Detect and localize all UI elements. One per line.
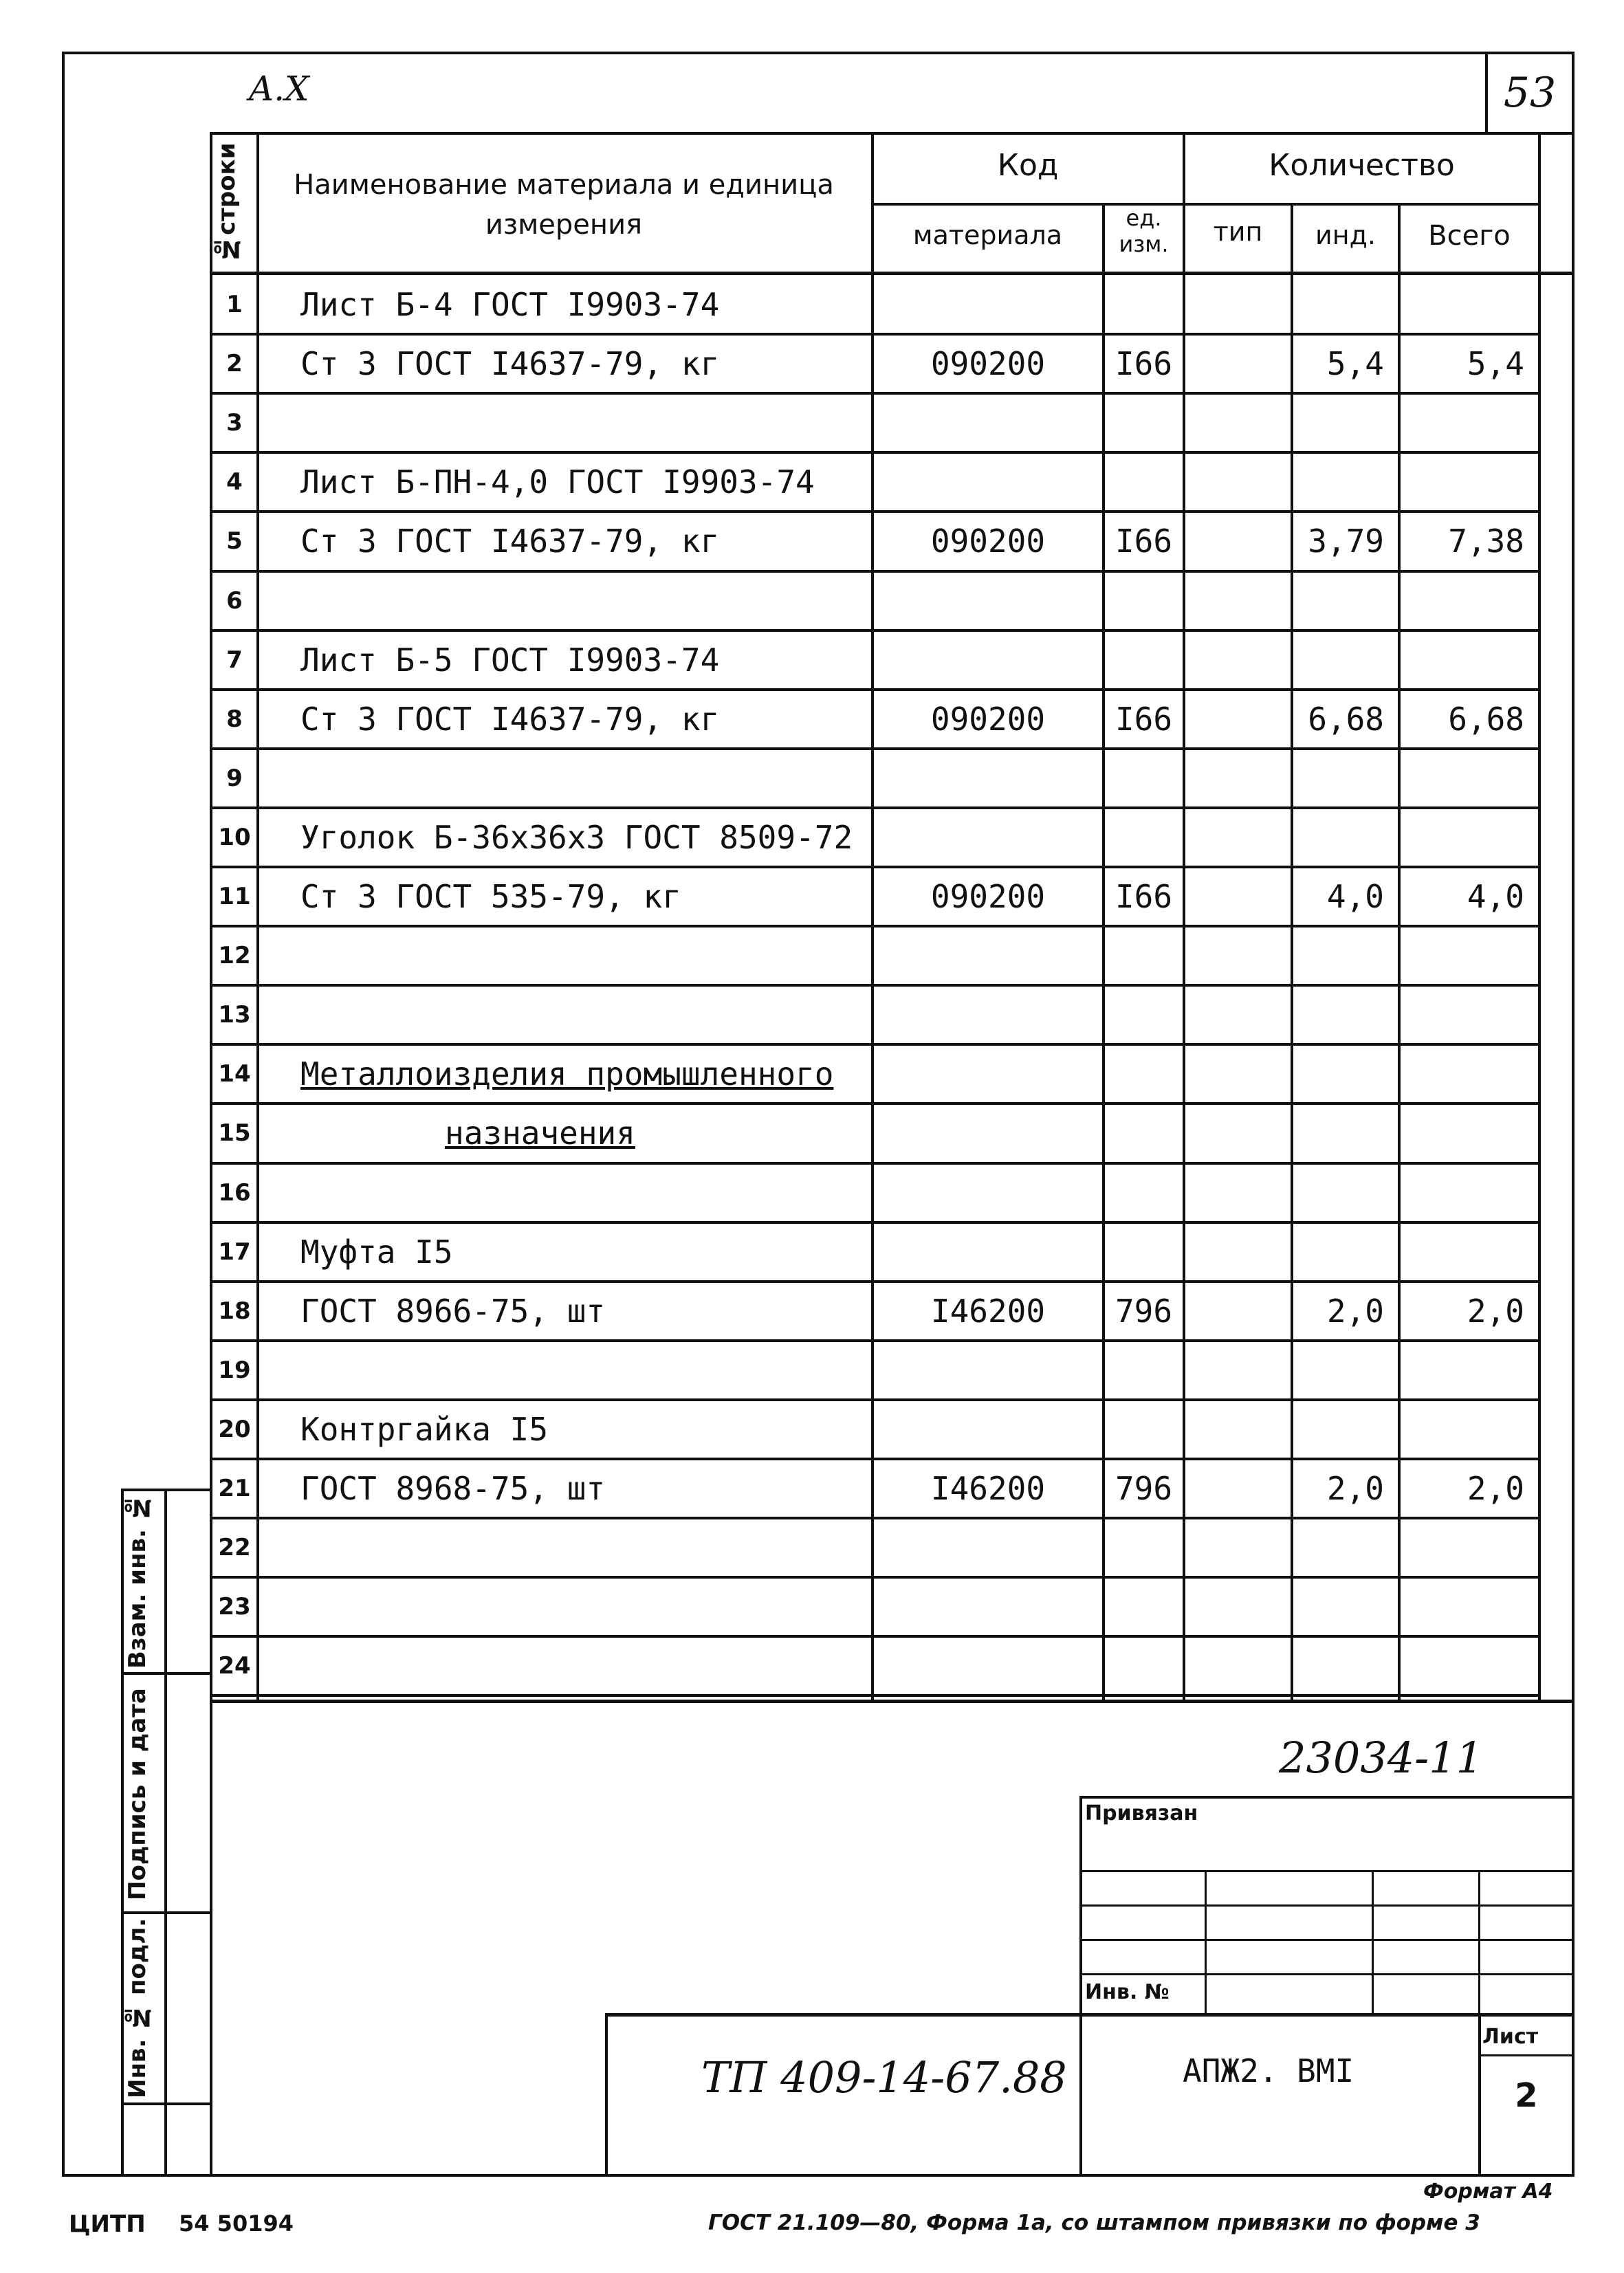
cell-code — [874, 749, 1102, 808]
cell-unit — [1105, 1341, 1183, 1400]
cell-code — [874, 1103, 1102, 1163]
cell-ind — [1293, 275, 1398, 334]
cell-n: 1 — [226, 291, 243, 318]
podpis-data-label: Подпись и дата — [124, 1688, 151, 1901]
cell-total — [1401, 1163, 1538, 1222]
cell-type — [1185, 926, 1291, 985]
cell-unit: 796 — [1115, 1470, 1173, 1507]
cell-code: 090200 — [930, 345, 1046, 382]
cell-total: 5,4 — [1467, 345, 1524, 382]
cell-name: ГОСТ 8968-75, шт — [300, 1470, 606, 1507]
cell-n: 21 — [218, 1475, 251, 1502]
cell-type — [1185, 1044, 1291, 1103]
corner-note: A.X — [249, 69, 309, 109]
cell-total — [1401, 749, 1538, 808]
format-label: Формат А4 — [1423, 2179, 1553, 2204]
cell-type — [1185, 452, 1291, 512]
sheet-number: 2 — [1515, 2076, 1538, 2115]
handwritten-number: 23034-11 — [1279, 1733, 1484, 1783]
cell-unit — [1105, 1222, 1183, 1282]
cell-ind — [1293, 1636, 1398, 1695]
cell-total — [1401, 393, 1538, 452]
name-column-header — [261, 165, 866, 245]
cell-code — [874, 808, 1102, 867]
cell-name — [259, 571, 871, 630]
cell-type — [1185, 1222, 1291, 1282]
cell-unit — [1105, 275, 1183, 334]
cell-name: Ст 3 ГОСТ I4637-79, кг — [300, 345, 720, 382]
cell-n: 13 — [218, 1001, 251, 1029]
cell-n: 6 — [226, 587, 243, 615]
gost-footer: ГОСТ 21.109—80, Форма 1а, со штампом привязки по форме 3 — [708, 2210, 1480, 2235]
cell-unit — [1105, 571, 1183, 630]
cell-type — [1185, 512, 1291, 571]
cell-n: 19 — [218, 1357, 251, 1384]
cell-total: 6,68 — [1448, 701, 1524, 738]
cell-code — [874, 1400, 1102, 1459]
cell-total — [1401, 1400, 1538, 1459]
cell-name — [259, 985, 871, 1044]
cell-code: I46200 — [930, 1470, 1046, 1507]
cell-total — [1401, 985, 1538, 1044]
cell-ind: 6,68 — [1308, 701, 1384, 738]
cell-code: 090200 — [930, 878, 1046, 915]
cell-unit: I66 — [1115, 523, 1173, 560]
citp-label: ЦИТП — [69, 2210, 146, 2238]
cell-code — [874, 275, 1102, 334]
cell-n: 4 — [226, 468, 243, 496]
cell-name: Ст 3 ГОСТ 535-79, кг — [300, 878, 681, 915]
cell-type — [1185, 1400, 1291, 1459]
cell-n: 5 — [226, 527, 243, 555]
cell-code — [874, 1044, 1102, 1103]
cell-ind — [1293, 1103, 1398, 1163]
cell-ind — [1293, 1518, 1398, 1577]
cell-total — [1401, 926, 1538, 985]
cell-name: Уголок Б-36х36х3 ГОСТ 8509-72 — [300, 819, 853, 856]
cell-unit — [1105, 1400, 1183, 1459]
cell-code — [874, 926, 1102, 985]
cell-ind — [1293, 393, 1398, 452]
cell-ind — [1293, 452, 1398, 512]
cell-ind: 2,0 — [1326, 1470, 1384, 1507]
cell-total — [1401, 275, 1538, 334]
cell-total — [1401, 1518, 1538, 1577]
cell-unit — [1105, 1163, 1183, 1222]
cell-code — [874, 630, 1102, 690]
cell-n: 17 — [218, 1238, 251, 1266]
cell-type — [1185, 571, 1291, 630]
cell-n: 9 — [226, 765, 243, 792]
cell-code: 090200 — [930, 701, 1046, 738]
cell-total — [1401, 571, 1538, 630]
privyazan-label: Привязан — [1085, 1801, 1198, 1825]
cell-type — [1185, 1577, 1291, 1636]
ind-header: инд. — [1315, 220, 1376, 250]
cell-name: Муфта I5 — [300, 1233, 453, 1271]
cell-unit: I66 — [1115, 345, 1173, 382]
cell-ind — [1293, 1577, 1398, 1636]
cell-ind — [1293, 926, 1398, 985]
cell-code: I46200 — [930, 1293, 1046, 1330]
cell-n: 14 — [218, 1060, 251, 1088]
cell-unit — [1105, 1044, 1183, 1103]
cell-n: 3 — [226, 409, 243, 437]
cell-unit — [1105, 749, 1183, 808]
cell-ind — [1293, 808, 1398, 867]
cell-code — [874, 571, 1102, 630]
cell-unit — [1105, 452, 1183, 512]
cell-type — [1185, 749, 1291, 808]
sheet-label: Лист — [1482, 2025, 1539, 2049]
cell-type — [1185, 1636, 1291, 1695]
row-number-header: №строки — [213, 142, 241, 263]
cell-ind — [1293, 1044, 1398, 1103]
cell-code — [874, 393, 1102, 452]
cell-ind: 5,4 — [1326, 345, 1384, 382]
cell-type — [1185, 808, 1291, 867]
cell-n: 12 — [218, 942, 251, 969]
cell-n: 7 — [226, 646, 243, 674]
cell-name: Лист Б-5 ГОСТ I9903-74 — [300, 641, 720, 679]
cell-ind — [1293, 749, 1398, 808]
cell-n: 18 — [218, 1297, 251, 1325]
total-header: Всего — [1428, 220, 1511, 252]
cell-n: 8 — [226, 705, 243, 733]
cell-unit — [1105, 985, 1183, 1044]
cell-ind — [1293, 1400, 1398, 1459]
inv-no-label: Инв. № — [1085, 1980, 1170, 2004]
cell-total — [1401, 1103, 1538, 1163]
cell-total — [1401, 1222, 1538, 1282]
cell-ind: 2,0 — [1326, 1293, 1384, 1330]
cell-n: 10 — [218, 824, 251, 851]
cell-name: Ст 3 ГОСТ I4637-79, кг — [300, 701, 720, 738]
cell-code — [874, 985, 1102, 1044]
cell-unit — [1105, 1518, 1183, 1577]
cell-total: 4,0 — [1467, 878, 1524, 915]
quantity-group-header: Количество — [1269, 148, 1455, 183]
cell-unit — [1105, 1577, 1183, 1636]
inv-podl-label: Инв. № подл. — [124, 1918, 151, 2099]
cell-name — [259, 393, 871, 452]
cell-name: Контргайка I5 — [300, 1411, 549, 1448]
name-column-header-text: Наименование материала и единица измерения — [294, 169, 834, 241]
cell-type — [1185, 1282, 1291, 1341]
cell-type — [1185, 690, 1291, 749]
cell-code — [874, 1222, 1102, 1282]
cell-n: 15 — [218, 1119, 251, 1147]
cell-type — [1185, 275, 1291, 334]
material-code-header: материала — [912, 220, 1063, 250]
cell-code — [874, 1341, 1102, 1400]
page-number: 53 — [1503, 69, 1557, 117]
cell-unit: 796 — [1115, 1293, 1173, 1330]
cell-total — [1401, 808, 1538, 867]
cell-type — [1185, 630, 1291, 690]
cell-name — [259, 1341, 871, 1400]
cell-unit — [1105, 1636, 1183, 1695]
cell-total: 7,38 — [1448, 523, 1524, 560]
cell-ind — [1293, 1222, 1398, 1282]
cell-total — [1401, 630, 1538, 690]
cell-name — [259, 749, 871, 808]
cell-unit — [1105, 630, 1183, 690]
cell-ind — [1293, 1341, 1398, 1400]
cell-n: 16 — [218, 1179, 251, 1207]
cell-ind — [1293, 1163, 1398, 1222]
cell-name: назначения — [445, 1114, 635, 1152]
cell-total: 2,0 — [1467, 1293, 1524, 1330]
code-group-header: Код — [997, 148, 1059, 183]
cell-code — [874, 1518, 1102, 1577]
cell-type — [1185, 985, 1291, 1044]
cell-unit — [1105, 393, 1183, 452]
cell-total — [1401, 1577, 1538, 1636]
type-header: тип — [1213, 217, 1263, 247]
cell-unit — [1105, 926, 1183, 985]
cell-ind — [1293, 630, 1398, 690]
cell-ind: 3,79 — [1308, 523, 1384, 560]
cell-type — [1185, 393, 1291, 452]
cell-total — [1401, 1044, 1538, 1103]
cell-name — [259, 1577, 871, 1636]
cell-unit — [1105, 1103, 1183, 1163]
cell-name: Металлоизделия промышленного — [300, 1055, 834, 1092]
cell-code — [874, 1577, 1102, 1636]
cell-code — [874, 1163, 1102, 1222]
cell-n: 11 — [218, 883, 251, 910]
document-mark: АПЖ2. ВМI — [1183, 2052, 1354, 2089]
document-code: ТП 409-14-67.88 — [701, 2052, 1067, 2102]
cell-type — [1185, 1163, 1291, 1222]
cell-total — [1401, 1636, 1538, 1695]
cell-ind — [1293, 985, 1398, 1044]
unit-header: ед. изм. — [1119, 205, 1169, 257]
cell-name: ГОСТ 8966-75, шт — [300, 1293, 606, 1330]
cell-code: 090200 — [930, 523, 1046, 560]
citp-number: 54 50194 — [179, 2210, 294, 2237]
cell-total — [1401, 1341, 1538, 1400]
cell-type — [1185, 1518, 1291, 1577]
cell-unit: I66 — [1115, 878, 1173, 915]
cell-name: Ст 3 ГОСТ I4637-79, кг — [300, 523, 720, 560]
cell-unit — [1105, 808, 1183, 867]
cell-n: 24 — [218, 1652, 251, 1680]
cell-n: 23 — [218, 1593, 251, 1621]
cell-type — [1185, 1103, 1291, 1163]
cell-name — [259, 1636, 871, 1695]
cell-type — [1185, 334, 1291, 393]
cell-n: 2 — [226, 350, 243, 377]
cell-n: 20 — [218, 1416, 251, 1443]
cell-n: 22 — [218, 1534, 251, 1561]
cell-unit: I66 — [1115, 701, 1173, 738]
cell-name: Лист Б-4 ГОСТ I9903-74 — [300, 286, 720, 323]
vzam-inv-label: Взам. инв. № — [124, 1493, 151, 1669]
cell-type — [1185, 1341, 1291, 1400]
cell-code — [874, 452, 1102, 512]
cell-name — [259, 926, 871, 985]
cell-name — [259, 1163, 871, 1222]
cell-name — [259, 1518, 871, 1577]
cell-type — [1185, 1459, 1291, 1518]
cell-type — [1185, 867, 1291, 926]
cell-ind — [1293, 571, 1398, 630]
cell-total: 2,0 — [1467, 1470, 1524, 1507]
cell-total — [1401, 452, 1538, 512]
cell-ind: 4,0 — [1326, 878, 1384, 915]
cell-name: Лист Б-ПН-4,0 ГОСТ I9903-74 — [300, 463, 815, 501]
cell-code — [874, 1636, 1102, 1695]
